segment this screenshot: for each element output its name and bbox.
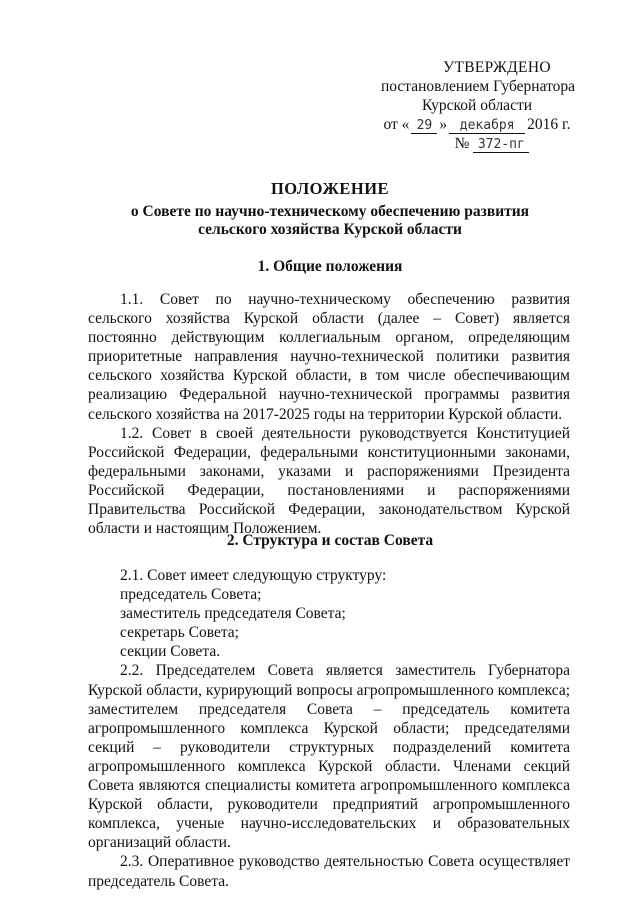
paragraph-1-2: 1.2. Совет в своей деятельности руководствуется Конституцией Российской Федерации, федеральными конституционными законами, федеральными законами, указами и распоряжениями Президента Российской Федерации, постановлениями и распоряжениями Правительства Российской Федерации, законодательством Курской области и настоящим Положением.: [88, 424, 570, 538]
date-mid: »: [439, 116, 448, 133]
document-title: ПОЛОЖЕНИЕ: [270, 179, 390, 198]
document-subtitle-line-2: сельского хозяйства Курской области: [198, 221, 462, 238]
paragraph-1-1: 1.1. Совет по научно-техническому обеспечению развития сельского хозяйства Курской области (далее – Совет) является постоянно действующим коллегиальным органом, определяющим приоритетные направления научно-технической политики развития сельского хозяйства Курской области, в том числе обеспечивающим реализацию Федеральной научно-технической программы развития сельского хозяйства на 2017-2025 годы на территории Курской области.: [88, 291, 570, 423]
section-1-body: [88, 290, 570, 538]
approval-date: [362, 115, 592, 134]
structure-item: секции Совета.: [120, 643, 221, 661]
section-1-heading: 1. Общие положения: [257, 258, 403, 275]
number-value: 372-пг: [473, 137, 529, 153]
approval-stamp: [362, 58, 592, 153]
date-day: 29: [411, 118, 437, 134]
date-year: 2016 г.: [527, 116, 571, 133]
approval-number: [392, 134, 592, 153]
approval-title: УТВЕРЖДЕНО: [443, 59, 551, 76]
paragraph-2-1: 2.1. Совет имеет следующую структуру:: [120, 567, 387, 584]
number-prefix: №: [454, 135, 470, 152]
date-month: декабря: [449, 118, 525, 134]
paragraph-2-2: 2.2. Председателем Совета является заместитель Губернатора Курской области, курирующий вопросы агропромышленного комплекса; заместителем председателя Совета – председатель комитета агропромышленного комплекса Курской области; председателями секций – руководители структурных подразделений комитета агропромышленного комплекса Курской области. Членами секций Совета являются специалисты комитета агропромышленного комплекса Курской области, руководители предприятий агропромышленного комплекса, ученые научно-исследовательских и образовательных организаций области.: [88, 662, 570, 852]
structure-item: председатель Совета;: [120, 586, 262, 604]
date-prefix: от «: [383, 116, 410, 133]
section-2-heading: 2. Структура и состав Совета: [226, 532, 434, 549]
approval-line-1: постановлением Губернатора: [380, 78, 576, 95]
paragraph-2-3: 2.3. Оперативное руководство деятельностью Совета осуществляет председатель Совета.: [88, 853, 570, 890]
structure-item: заместитель председателя Совета;: [120, 605, 346, 623]
section-2-body: [88, 566, 570, 891]
structure-item: секретарь Совета;: [120, 624, 239, 642]
approval-line-2: Курской области: [421, 97, 533, 114]
document-subtitle-line-1: о Совете по научно-техническому обеспечению развития: [130, 203, 530, 220]
